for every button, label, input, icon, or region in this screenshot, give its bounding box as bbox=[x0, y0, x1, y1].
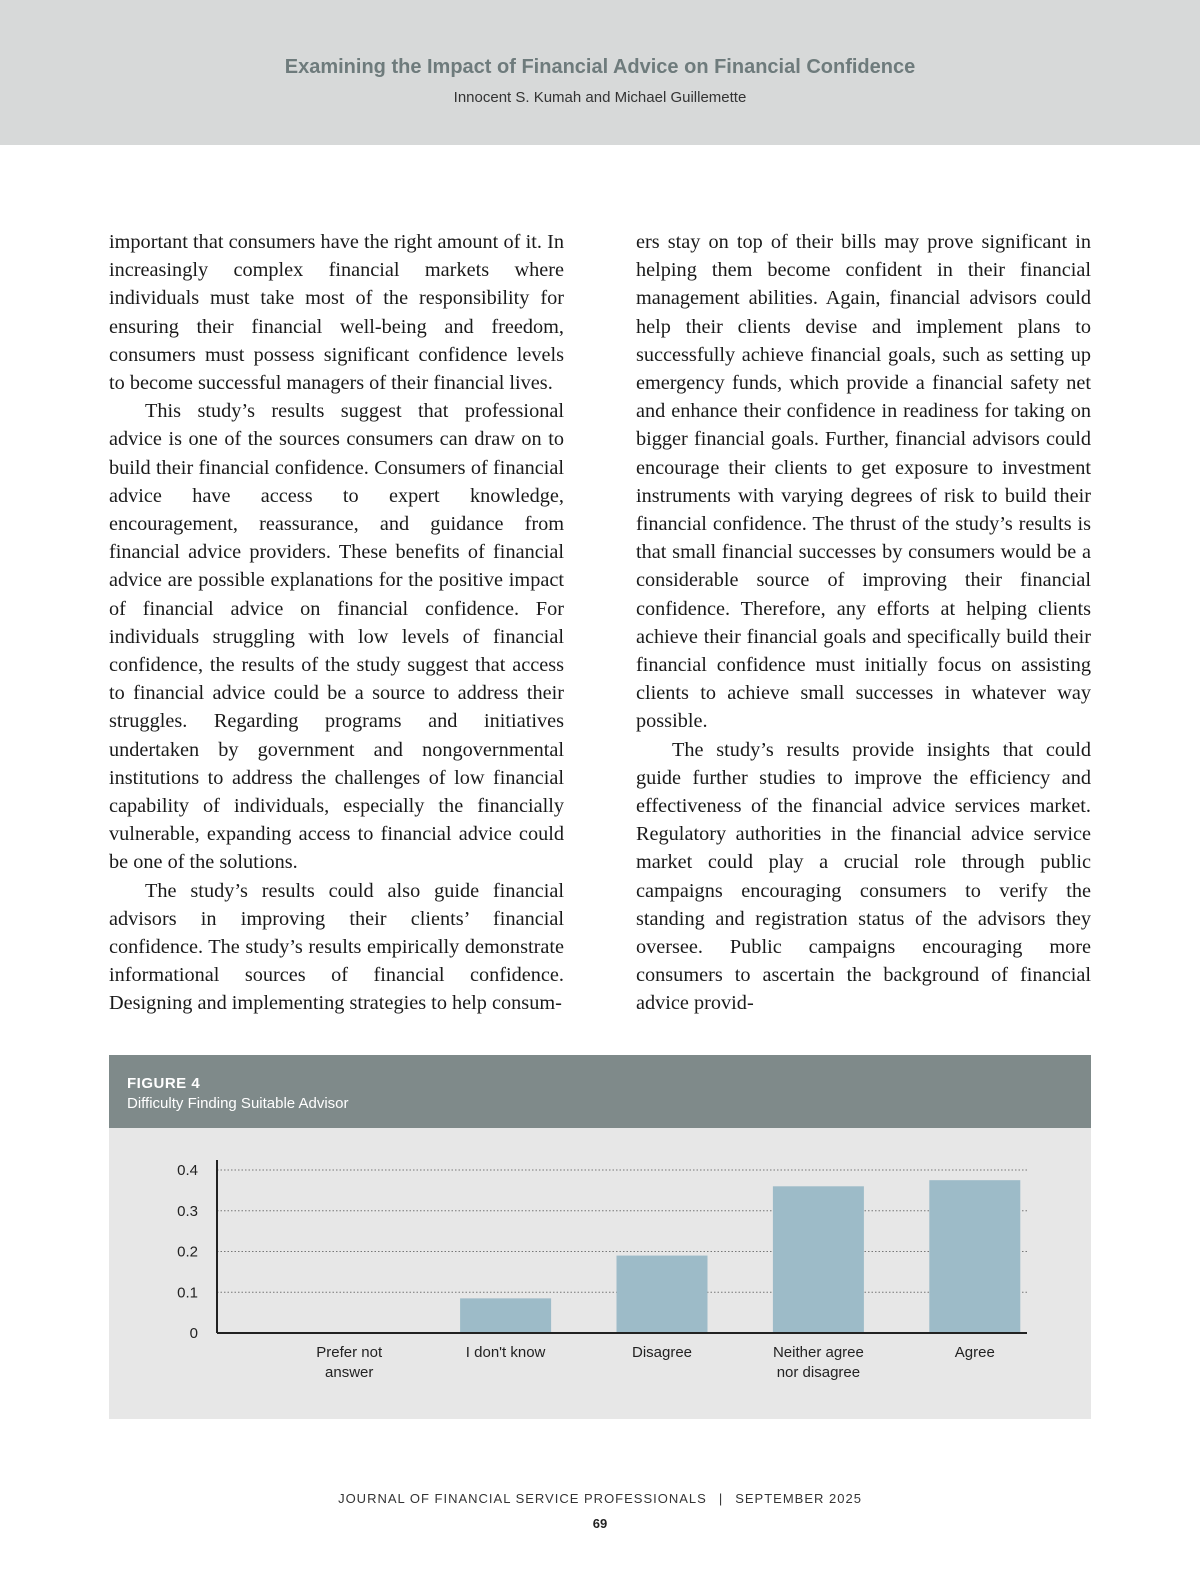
issue-date: SEPTEMBER 2025 bbox=[735, 1491, 862, 1506]
y-tick-label: 0.3 bbox=[177, 1202, 198, 1220]
footer-separator: | bbox=[718, 1491, 724, 1506]
x-tick-label: Prefer not answer bbox=[316, 1344, 383, 1381]
running-header bbox=[0, 0, 1200, 145]
figure-caption: Difficulty Finding Suitable Advisor bbox=[127, 1095, 349, 1112]
figure-4 bbox=[109, 1055, 1091, 1419]
x-tick-label: Neither agree nor disagree bbox=[772, 1344, 864, 1381]
right-column bbox=[636, 228, 1091, 1018]
bar bbox=[617, 1256, 708, 1333]
paragraph: important that consumers have the right amount of it. In increasingly complex financial markets where individuals must take most of the responsibility for ensuring their financial well-being and freedom, consumers must possess significant confidence levels to become successful managers of their financial lives. bbox=[109, 231, 564, 395]
paragraph: This study’s results suggest that professional advice is one of the sources consumers can draw on to build their financial confidence. Consumers of financial advice have access to expert knowledge, encouragement, reassurance, and guidance from financial advice providers. These benefits of financial advice are possible explanations for the positive impact of financial advice on financial confidence. For individuals struggling with low levels of financial confidence, the results of the study suggest that access to financial advice could be a source to address their struggles. Regarding programs and initiatives undertaken by government and nongovernmental institutions to address the challenges of low financial capability of individuals, especially the financially vulnerable, expanding access to financial advice could be one of the solutions. bbox=[109, 400, 564, 874]
page-number: 69 bbox=[592, 1516, 608, 1531]
paragraph: The study’s results could also guide financial advisors in improving their clients’ financial confidence. The study’s results empirically demonstrate informational sources of financial confidence. Designing and implementing strategies to help consum- bbox=[109, 879, 564, 1015]
y-tick-label: 0.2 bbox=[177, 1243, 198, 1261]
bar bbox=[460, 1298, 551, 1333]
page-footer bbox=[0, 1491, 1200, 1506]
y-tick-label: 0 bbox=[189, 1325, 198, 1342]
figure-header bbox=[109, 1055, 1091, 1128]
bar bbox=[929, 1180, 1020, 1333]
article-title: Examining the Impact of Financial Advice on Financial Confidence bbox=[284, 56, 916, 78]
x-tick-label: Agree bbox=[954, 1344, 995, 1361]
journal-name: JOURNAL OF FINANCIAL SERVICE PROFESSIONALS bbox=[338, 1491, 707, 1506]
paragraph: ers stay on top of their bills may prove significant in helping them become confident in their financial management abilities. Again, financial advisors could help their clients devise and implement plans to successfully achieve financial goals, such as setting up emergency funds, which provide a financial safety net and enhance their confidence in readiness for taking on bigger financial goals. Further, financial advisors could encourage their clients to get exposure to investment instruments with varying degrees of risk to build their financial confidence. The thrust of the study’s results is that small financial successes by consumers would be a considerable source of improving their financial confidence. Therefore, any efforts at helping clients achieve their financial goals and specifically build their financial confidence must initially focus on assisting clients to achieve small successes in whatever way possible. bbox=[636, 231, 1091, 733]
y-tick-label: 0.4 bbox=[177, 1162, 198, 1179]
article-authors: Innocent S. Kumah and Michael Guillemette bbox=[453, 89, 747, 106]
paragraph: The study’s results provide insights that could guide further studies to improve the efficiency and effectiveness of the financial advice services market. Regulatory authorities in the financial advice service market could play a crucial role through public campaigns encouraging consumers to verify the standing and registration status of the advisors they oversee. Public campaigns encouraging more consumers to ascertain the background of financial advice provid- bbox=[636, 738, 1091, 1015]
bar-chart bbox=[109, 1128, 1091, 1419]
y-tick-label: 0.1 bbox=[177, 1284, 198, 1302]
figure-label: FIGURE 4 bbox=[127, 1075, 201, 1092]
x-tick-label: I don't know bbox=[465, 1344, 546, 1361]
bar bbox=[773, 1186, 864, 1333]
x-tick-label: Disagree bbox=[631, 1344, 693, 1361]
left-column bbox=[109, 228, 564, 1018]
